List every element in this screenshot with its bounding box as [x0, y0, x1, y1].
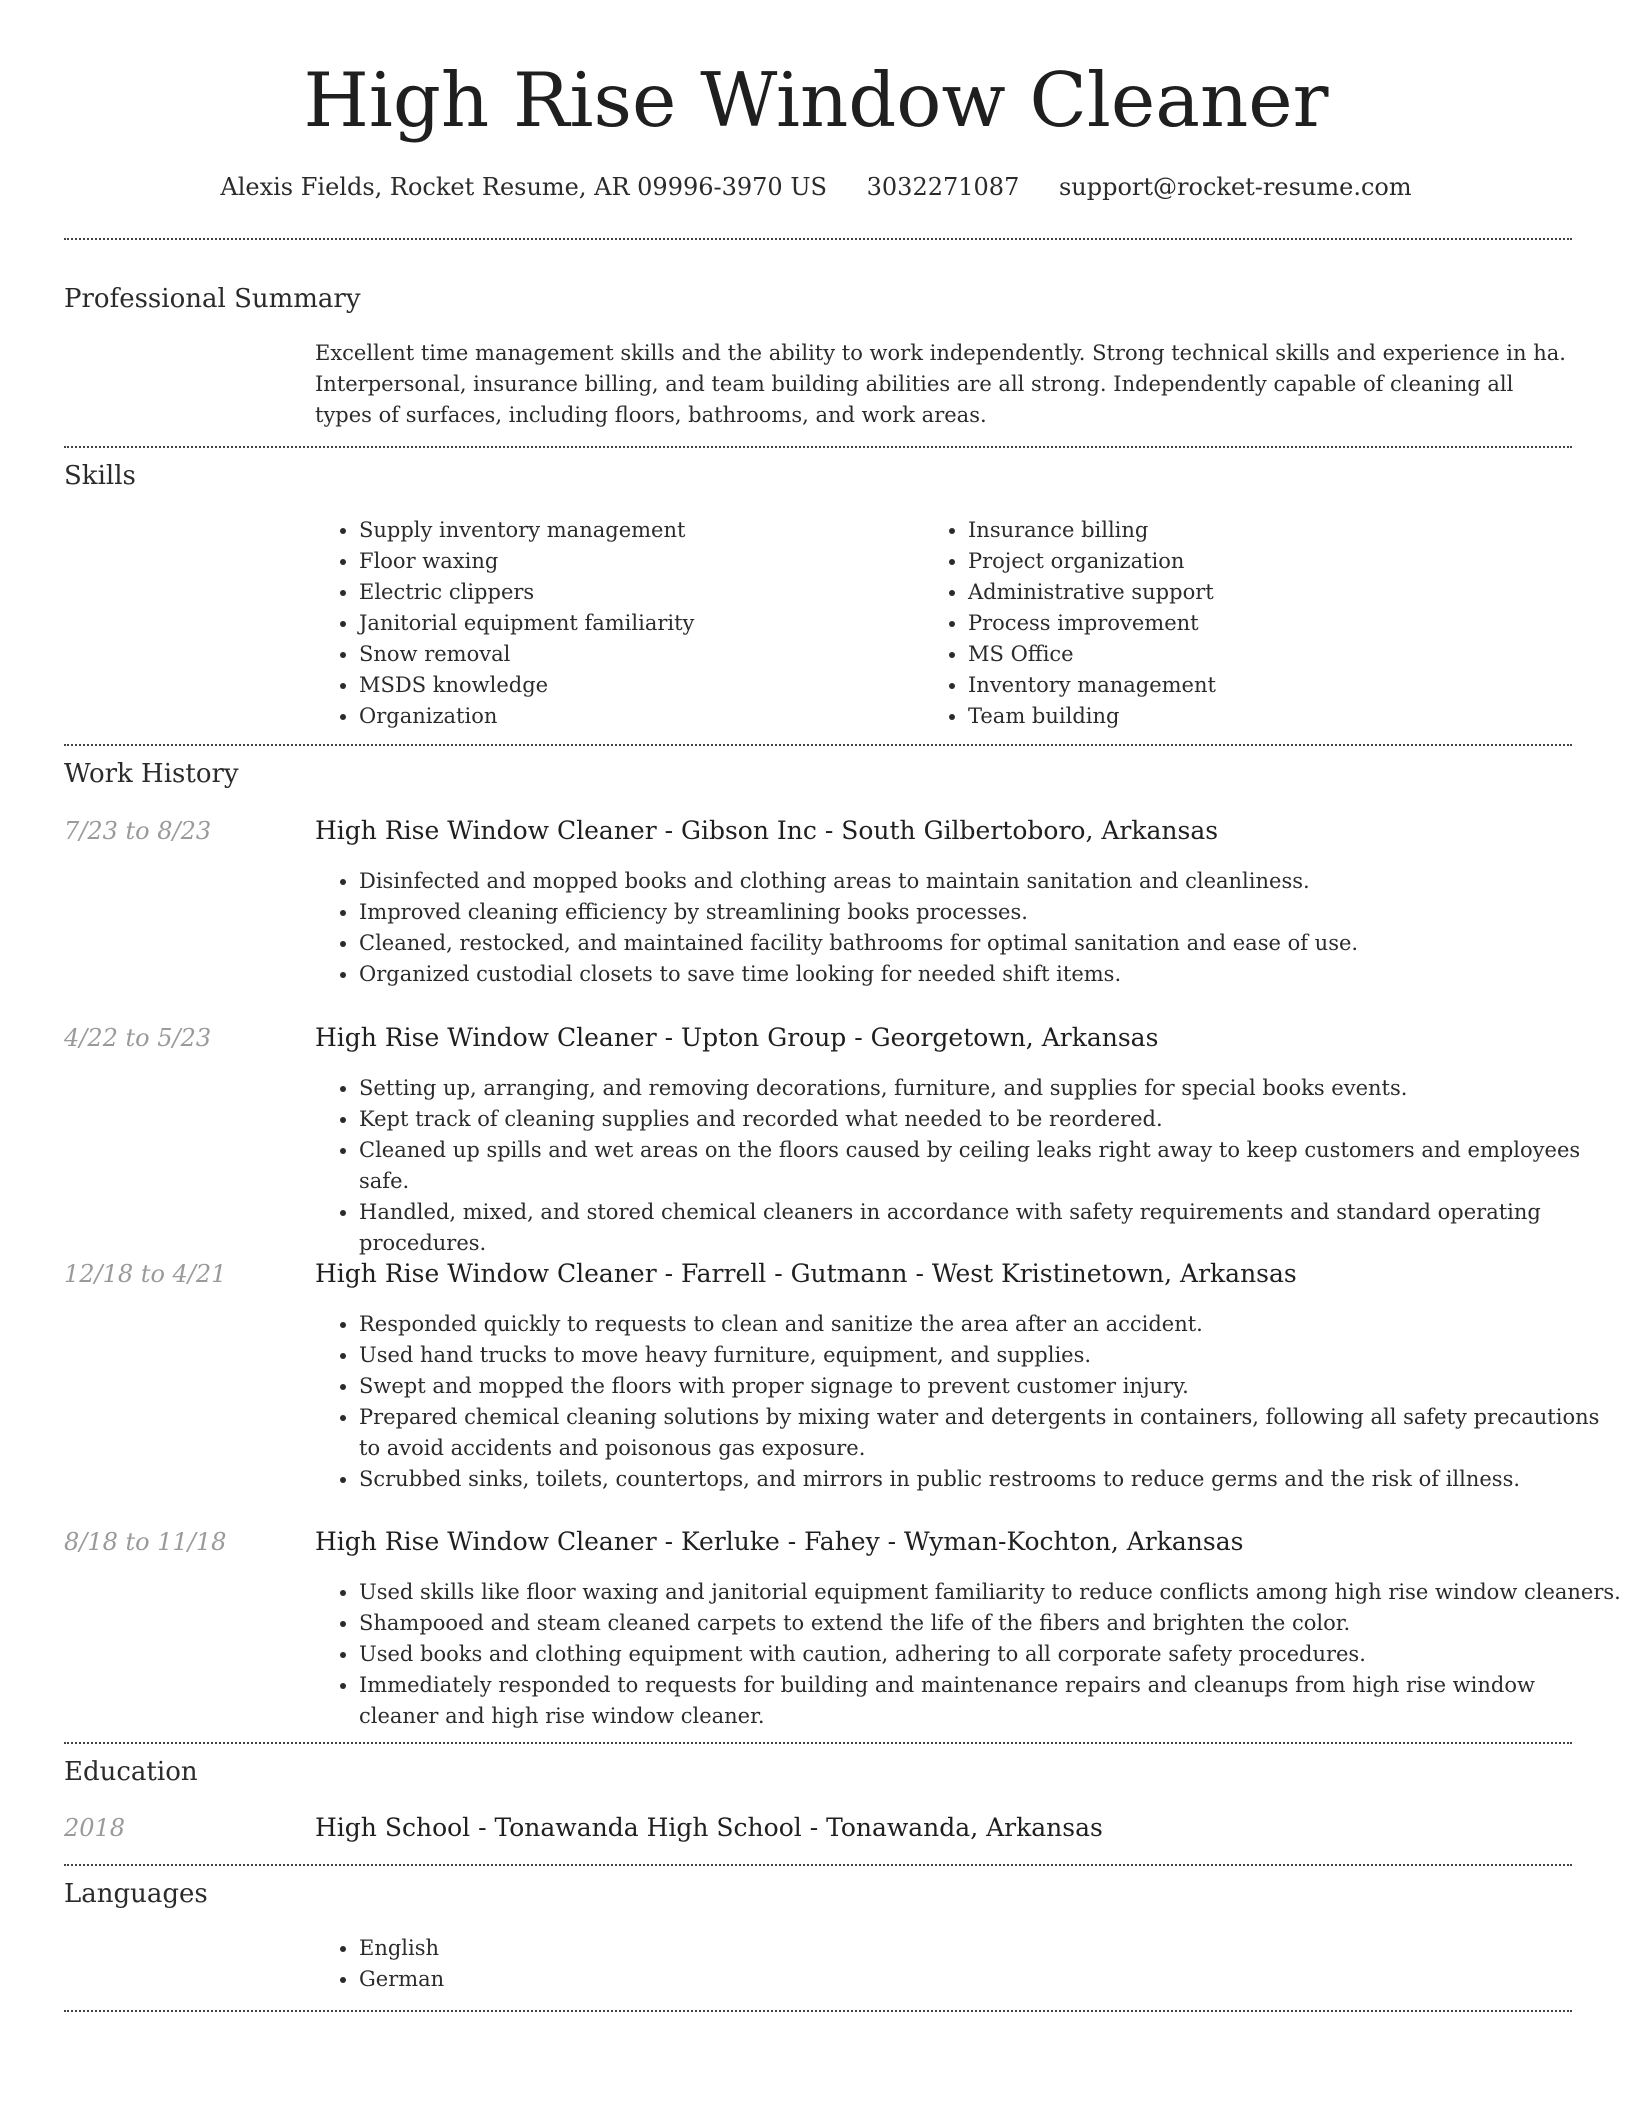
- job-dates: 12/18 to 4/21: [64, 1260, 227, 1288]
- skill-item: • MSDS knowledge: [359, 670, 694, 701]
- divider: [64, 1742, 1572, 1744]
- skill-item: • Snow removal: [359, 639, 694, 670]
- contact-address: Alexis Fields, Rocket Resume, AR 09996-3970 US: [220, 173, 827, 201]
- job-bullet: • Organized custodial closets to save time looking for needed shift items.: [359, 959, 1621, 990]
- skill-item: • MS Office: [968, 639, 1216, 670]
- job-bullet: • Cleaned, restocked, and maintained facility bathrooms for optimal sanitation and ease of use.: [359, 928, 1621, 959]
- divider: [64, 2010, 1572, 2012]
- job-bullet: • Shampooed and steam cleaned carpets to extend the life of the fibers and brighten the color.: [359, 1608, 1621, 1639]
- job-bullet: • Disinfected and mopped books and clothing areas to maintain sanitation and cleanliness.: [359, 866, 1621, 897]
- skill-item: • Process improvement: [968, 608, 1216, 639]
- skill-item: • Inventory management: [968, 670, 1216, 701]
- job-bullet: • Responded quickly to requests to clean and sanitize the area after an accident.: [359, 1309, 1621, 1340]
- education-year: 2018: [64, 1814, 126, 1842]
- resume-name: High Rise Window Cleaner: [303, 56, 1329, 144]
- languages-bullets: [315, 1933, 1572, 1995]
- section-title-summary: Professional Summary: [64, 284, 361, 314]
- job-bullets: [315, 866, 1621, 990]
- section-title-work-history: Work History: [64, 759, 239, 789]
- job-bullet: • Used hand trucks to move heavy furniture, equipment, and supplies.: [359, 1340, 1621, 1371]
- job-dates: 4/22 to 5/23: [64, 1024, 212, 1052]
- work-history-section: [64, 758, 1621, 1738]
- job-heading: High Rise Window Cleaner - Upton Group - Georgetown, Arkansas: [315, 1023, 1159, 1052]
- job-bullet: • Setting up, arranging, and removing decorations, furniture, and supplies for special books events.: [359, 1073, 1621, 1104]
- contact-line: [0, 170, 1632, 204]
- job-bullets: [315, 1577, 1621, 1732]
- job-dates: 8/18 to 11/18: [64, 1528, 227, 1556]
- job-heading: High Rise Window Cleaner - Gibson Inc - South Gilbertoboro, Arkansas: [315, 816, 1219, 845]
- section-title-education: Education: [64, 1757, 198, 1787]
- job-bullet: • Swept and mopped the floors with proper signage to prevent customer injury.: [359, 1371, 1621, 1402]
- job-heading: High Rise Window Cleaner - Kerluke - Fahey - Wyman-Kochton, Arkansas: [315, 1527, 1244, 1556]
- job-bullet: • Used skills like floor waxing and janitorial equipment familiarity to reduce conflicts among high rise window cleaners.: [359, 1577, 1621, 1608]
- job-bullet: • Cleaned up spills and wet areas on the floors caused by ceiling leaks right away to keep customers and employees safe.: [359, 1135, 1621, 1197]
- languages-list: [315, 1933, 1572, 1995]
- skill-item: • Administrative support: [968, 577, 1216, 608]
- skills-list: [315, 515, 1572, 735]
- job-bullet: • Handled, mixed, and stored chemical cleaners in accordance with safety requirements and standard operating procedures.: [359, 1197, 1621, 1259]
- contact-email: support@rocket-resume.com: [1058, 173, 1412, 201]
- summary-text: Excellent time management skills and the ability to work independently. Strong technical skills and experience in ha. Interpersonal, insurance billing, and team building abilities are all strong. Independently capable of cleaning all types of surfaces, including floors, bathrooms, and work areas.: [315, 341, 1566, 427]
- divider: [64, 446, 1572, 448]
- section-title-skills: Skills: [64, 461, 136, 491]
- job-bullet: • Scrubbed sinks, toilets, countertops, and mirrors in public restrooms to reduce germs and the risk of illness.: [359, 1464, 1621, 1495]
- skill-item: • Organization: [359, 701, 694, 732]
- skill-item: • Project organization: [968, 546, 1216, 577]
- divider: [64, 1864, 1572, 1866]
- divider: [64, 744, 1572, 746]
- job-dates: 7/23 to 8/23: [64, 817, 212, 845]
- job-bullet: • Kept track of cleaning supplies and recorded what needed to be reordered.: [359, 1104, 1621, 1135]
- skill-item: • Team building: [968, 701, 1216, 732]
- skills-column-right: [924, 515, 1216, 732]
- job-bullets: [315, 1309, 1621, 1495]
- job-bullet: • Used books and clothing equipment with caution, adhering to all corporate safety procedures.: [359, 1639, 1621, 1670]
- education-entry: High School - Tonawanda High School - Tonawanda, Arkansas: [315, 1813, 1103, 1842]
- contact-phone: 3032271087: [866, 173, 1020, 201]
- skill-item: • Supply inventory management: [359, 515, 694, 546]
- language-item: • English: [359, 1933, 1572, 1964]
- job-bullets: [315, 1073, 1621, 1259]
- job-bullet: • Prepared chemical cleaning solutions by mixing water and detergents in containers, following all safety precautions to avoid accidents and poisonous gas exposure.: [359, 1402, 1621, 1464]
- skill-item: • Floor waxing: [359, 546, 694, 577]
- job-bullet: • Improved cleaning efficiency by streamlining books processes.: [359, 897, 1621, 928]
- skill-item: • Electric clippers: [359, 577, 694, 608]
- skills-column-left: [315, 515, 694, 732]
- language-item: • German: [359, 1964, 1572, 1995]
- section-title-languages: Languages: [64, 1879, 208, 1909]
- skill-item: • Insurance billing: [968, 515, 1216, 546]
- job-heading: High Rise Window Cleaner - Farrell - Gutmann - West Kristinetown, Arkansas: [315, 1259, 1297, 1288]
- job-bullet: • Immediately responded to requests for building and maintenance repairs and cleanups from high rise window cleaner and high rise window cleaner.: [359, 1670, 1621, 1732]
- skill-item: • Janitorial equipment familiarity: [359, 608, 694, 639]
- divider: [64, 238, 1572, 240]
